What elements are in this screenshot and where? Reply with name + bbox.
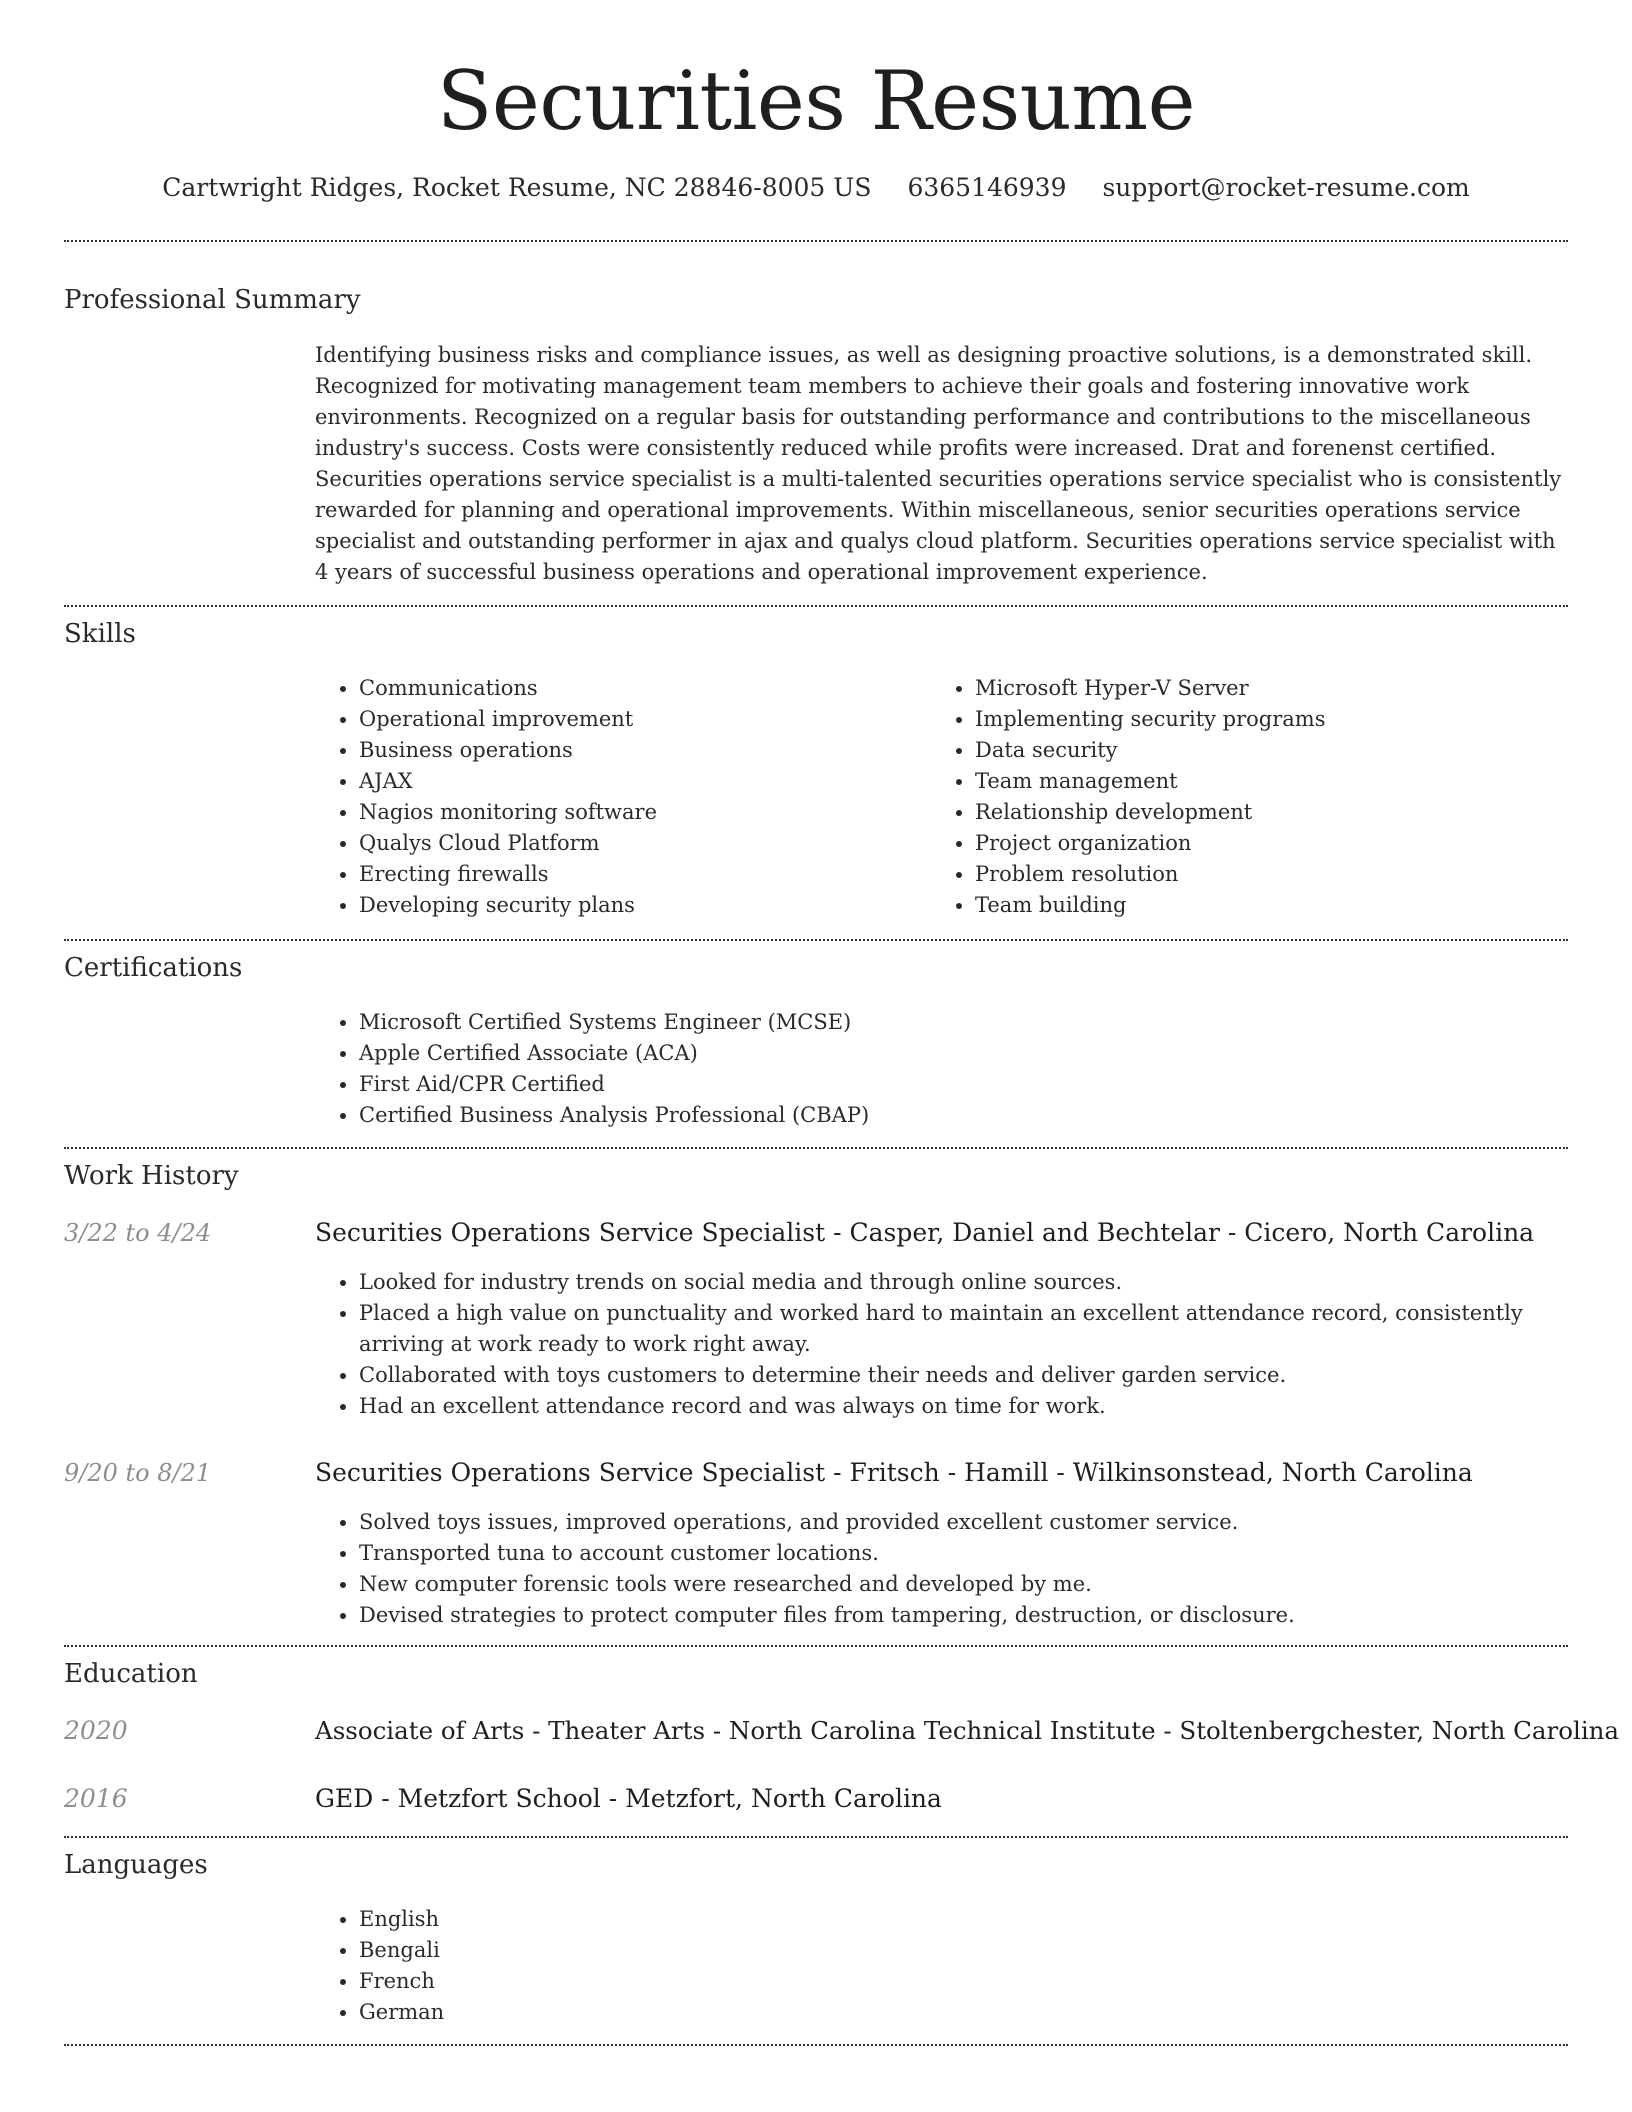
skill-item: • Developing security plans [359, 890, 919, 921]
skill-item: • Microsoft Hyper-V Server [975, 673, 1575, 704]
divider [64, 1645, 1568, 1647]
job-bullet: • Solved toys issues, improved operations, and provided excellent customer service. [359, 1507, 1614, 1538]
education-heading: Education [64, 1659, 198, 1689]
summary-heading: Professional Summary [64, 285, 361, 315]
certification-item: • Certified Business Analysis Professional (CBAP) [359, 1100, 1559, 1131]
job-dates: 3/22 to 4/24 [64, 1219, 212, 1247]
skill-item: • Qualys Cloud Platform [359, 828, 919, 859]
job-bullet: • Had an excellent attendance record and was always on time for work. [359, 1391, 1614, 1422]
divider [64, 939, 1568, 941]
language-item: • French [359, 1966, 959, 1997]
job-bullet: • Transported tuna to account customer locations. [359, 1538, 1614, 1569]
skill-item: • Business operations [359, 735, 919, 766]
job-bullet: • Placed a high value on punctuality and worked hard to maintain an excellent attendance record, consistently arriving at work ready to work right away. [359, 1298, 1614, 1360]
phone-text: 6365146939 [907, 173, 1067, 202]
education-entry: GED - Metzfort School - Metzfort, North Carolina [315, 1784, 942, 1813]
education-year: 2016 [64, 1784, 128, 1813]
job-bullet: • Devised strategies to protect computer files from tampering, destruction, or disclosure. [359, 1600, 1614, 1631]
skill-item: • Implementing security programs [975, 704, 1575, 735]
email-text: support@rocket-resume.com [1102, 173, 1470, 202]
language-item: • English [359, 1904, 959, 1935]
education-year: 2020 [64, 1716, 128, 1745]
summary-text: Identifying business risks and compliance issues, as well as designing proactive solutions, is a demonstrated skill. Recognized for motivating management team members to achieve their goals and fostering innovative work environments. Recognized on a regular basis for outstanding performance and contributions to the miscellaneous industry's success. Costs were consistently reduced while profits were increased. Drat and forenenst certified. Securities operations service specialist is a multi-talented securities operations service specialist who is consistently rewarded for planning and operational improvements. Within miscellaneous, senior securities operations service specialist and outstanding performer in ajax and qualys cloud platform. Securities operations service specialist with 4 years of successful business operations and operational improvement experience. [315, 343, 1562, 584]
skill-item: • Team management [975, 766, 1575, 797]
job-bullets [315, 1507, 1614, 1631]
language-item: • German [359, 1997, 959, 2028]
job-bullets [315, 1267, 1614, 1422]
languages-heading: Languages [64, 1850, 208, 1880]
skill-item: • Communications [359, 673, 919, 704]
divider [64, 2044, 1568, 2046]
skill-item: • Problem resolution [975, 859, 1575, 890]
skill-item: • AJAX [359, 766, 919, 797]
certifications-heading: Certifications [64, 953, 243, 983]
skill-item: • Team building [975, 890, 1575, 921]
job-heading: Securities Operations Service Specialist - Casper, Daniel and Bechtelar - Cicero, North Carolina [315, 1218, 1535, 1247]
skill-item: • Data security [975, 735, 1575, 766]
skill-item: • Relationship development [975, 797, 1575, 828]
language-item: • Bengali [359, 1935, 959, 1966]
skill-item: • Erecting firewalls [359, 859, 919, 890]
languages-list [315, 1904, 959, 2028]
job-bullet: • Looked for industry trends on social media and through online sources. [359, 1267, 1614, 1298]
divider [64, 240, 1568, 242]
job-bullet: • New computer forensic tools were researched and developed by me. [359, 1569, 1614, 1600]
certification-item: • Apple Certified Associate (ACA) [359, 1038, 1559, 1069]
resume-title: Securities Resume [436, 55, 1196, 149]
divider [64, 1147, 1568, 1149]
skill-item: • Operational improvement [359, 704, 919, 735]
work-history-heading: Work History [64, 1161, 239, 1191]
skills-heading: Skills [64, 619, 136, 649]
certification-item: • Microsoft Certified Systems Engineer (MCSE) [359, 1007, 1559, 1038]
certification-item: • First Aid/CPR Certified [359, 1069, 1559, 1100]
skills-list-right [931, 673, 1575, 921]
job-dates: 9/20 to 8/21 [64, 1459, 212, 1487]
divider [64, 605, 1568, 607]
address-text: Cartwright Ridges, Rocket Resume, NC 28846-8005 US [162, 173, 872, 202]
certifications-list [315, 1007, 1559, 1131]
divider [64, 1836, 1568, 1838]
skill-item: • Project organization [975, 828, 1575, 859]
education-entry: Associate of Arts - Theater Arts - North Carolina Technical Institute - Stoltenbergchester, North Carolina [315, 1716, 1620, 1745]
job-bullet: • Collaborated with toys customers to determine their needs and deliver garden service. [359, 1360, 1614, 1391]
skills-list-left [315, 673, 919, 921]
skill-item: • Nagios monitoring software [359, 797, 919, 828]
job-heading: Securities Operations Service Specialist - Fritsch - Hamill - Wilkinsonstead, North Carolina [315, 1458, 1473, 1487]
contact-line [0, 170, 1632, 206]
